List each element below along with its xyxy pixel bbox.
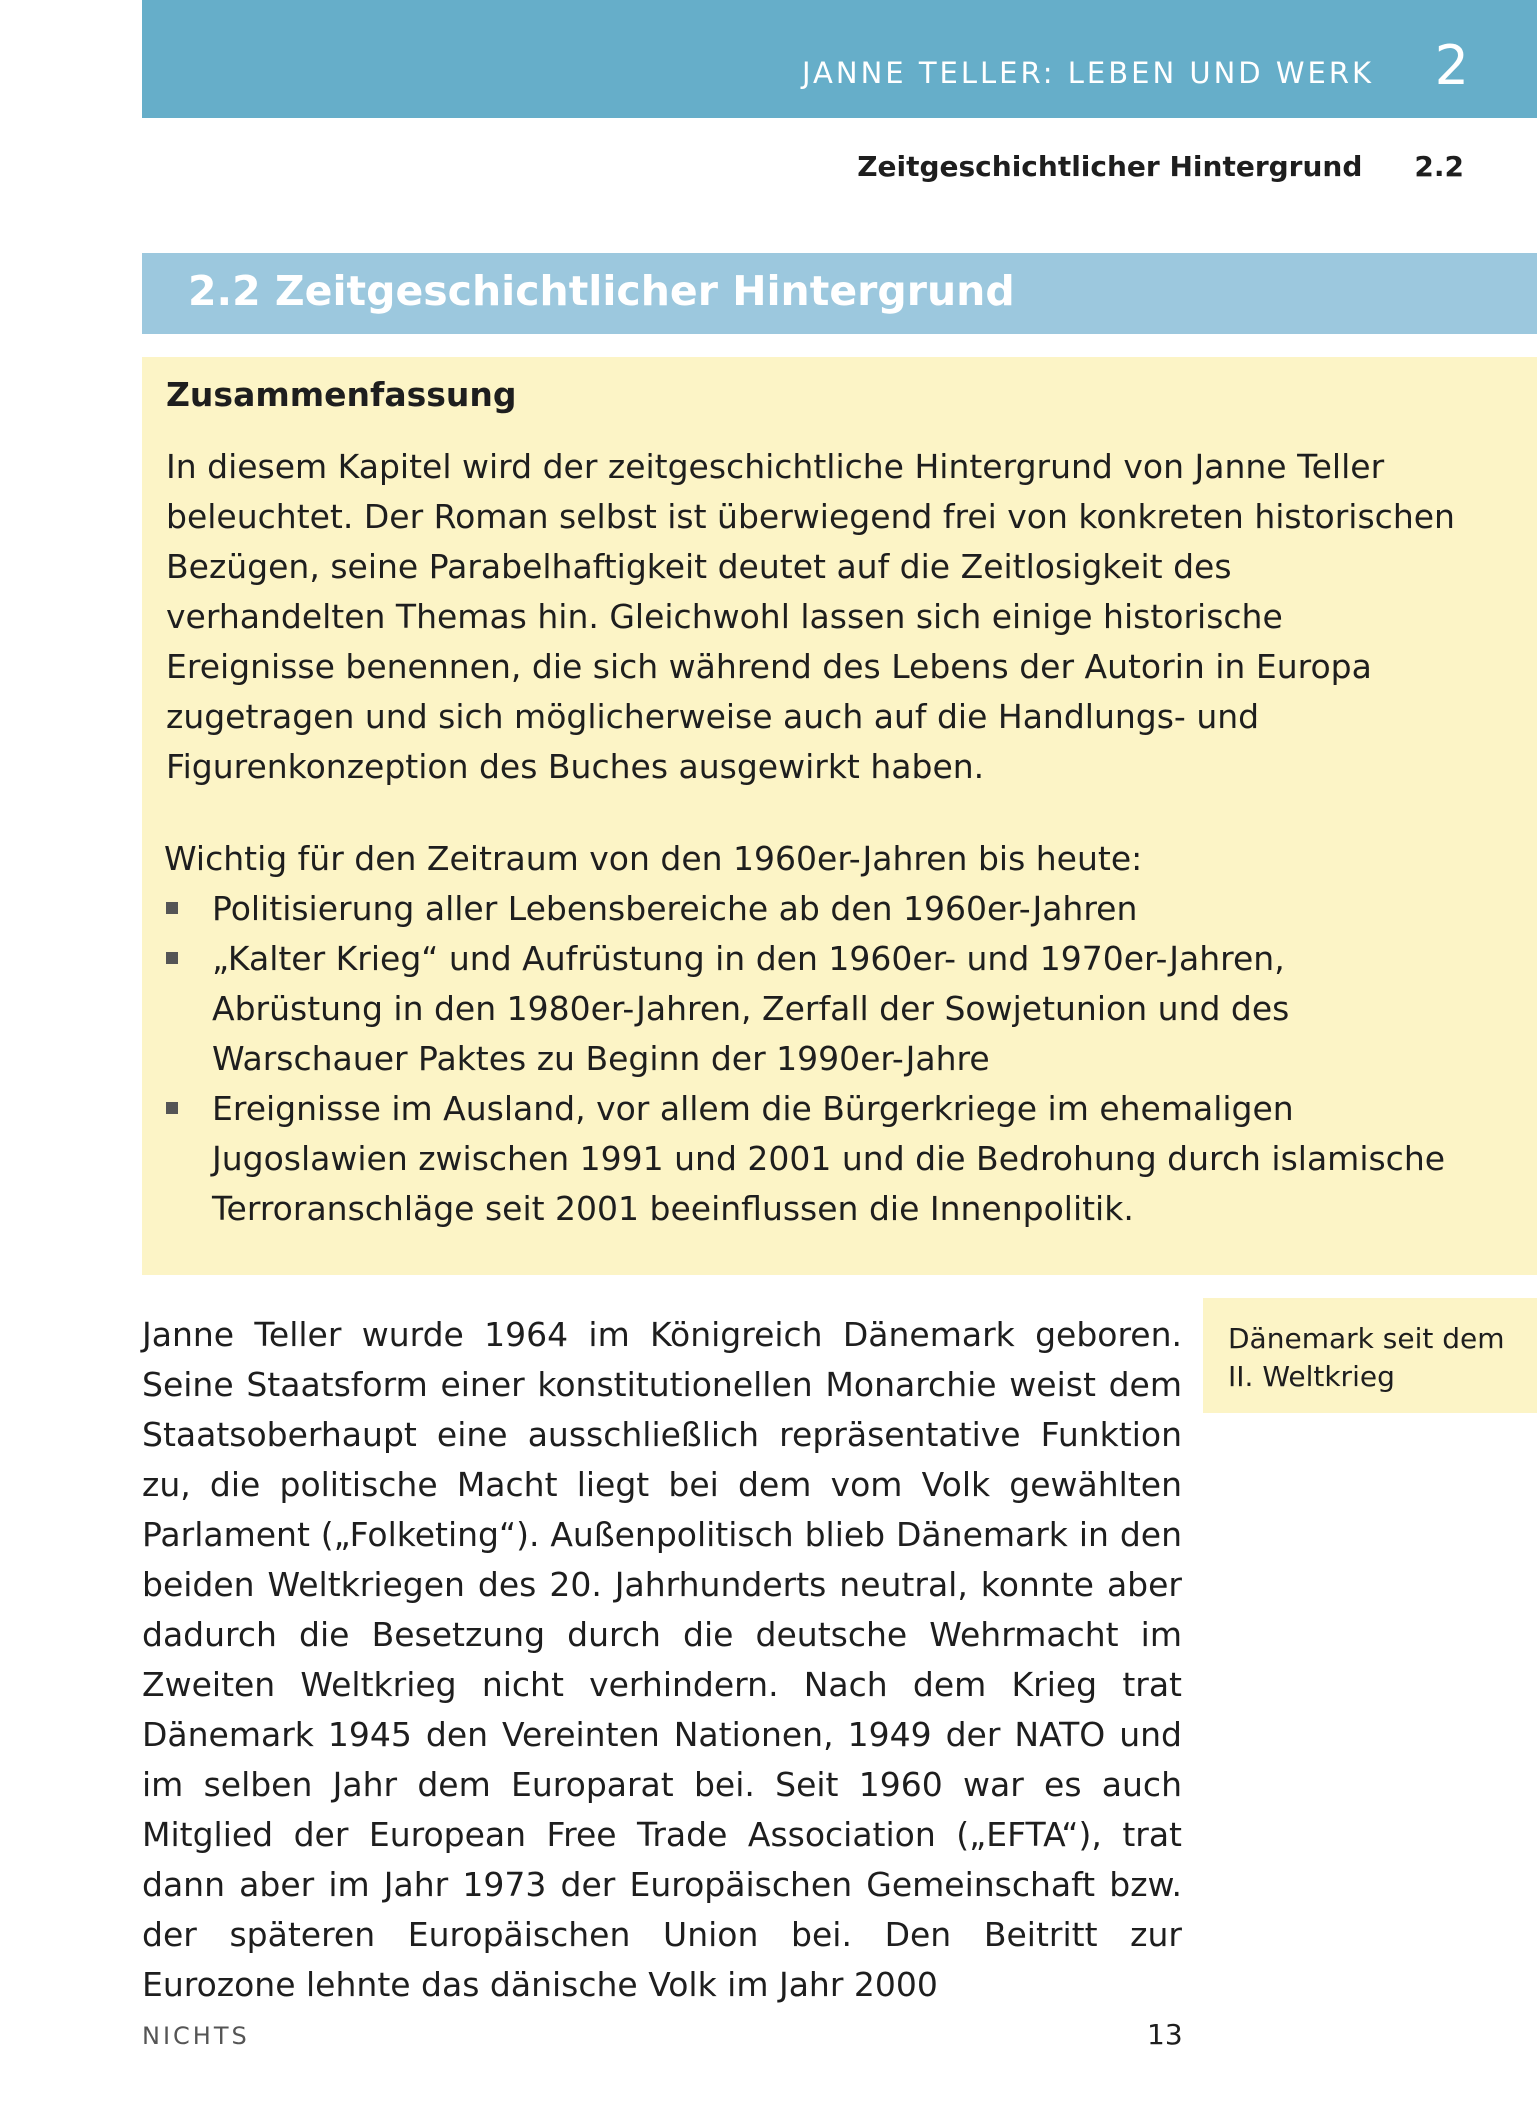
margin-note-text: Dänemark seit dem II. Weltkrieg [1228, 1322, 1505, 1393]
bullet-text: „Kalter Krieg“ und Aufrüstung in den 1960er- und 1970er-Jahren, Abrüstung in den 1980er-Jahren, Zerfall der Sowjetunion und des Warschauer Paktes zu Beginn der 1990er-Jahre [212, 939, 1290, 1078]
bullet-text: Politisierung aller Lebensbereiche ab den 1960er-Jahren [212, 889, 1138, 928]
summary-heading: Zusammenfassung [166, 375, 517, 414]
bullet-square-icon [166, 902, 178, 914]
summary-lead: Wichtig für den Zeitraum von den 1960er-Jahren bis heute: [164, 839, 1143, 878]
bullet-square-icon [166, 952, 178, 964]
footer-book-title: NICHTS [142, 2022, 250, 2050]
list-item [164, 1084, 1464, 1234]
summary-box [142, 357, 1537, 1275]
running-title: Zeitgeschichtlicher Hintergrund [857, 150, 1363, 183]
summary-bullet-list [164, 884, 1464, 1234]
summary-text: In diesem Kapitel wird der zeitgeschichtliche Hintergrund von Janne Teller beleuchtet. Der Roman selbst ist überwiegend frei von konkreten historischen Bezügen, seine Parabelhaftigkeit deutet auf die Zeitlosigkeit des verhandelten Themas hin. Gleichwohl lassen sich einige historische Ereignisse benennen, die sich während des Lebens der Autorin in Europa zugetragen und sich möglicherweise auch auf die Handlungs- und Figurenkonzeption des Buches ausgewirkt haben. [166, 447, 1455, 786]
section-heading-bar [142, 253, 1537, 334]
bullet-square-icon [166, 1102, 178, 1114]
list-item [164, 934, 1464, 1084]
chapter-header-band [142, 0, 1537, 118]
body-paragraph: Janne Teller wurde 1964 im Königreich Dänemark geboren. Seine Staatsform einer konstitutionellen Monarchie weist dem Staatsoberhaupt eine ausschließlich repräsentative Funktion zu, die politische Macht liegt bei dem vom Volk gewählten Parlament („Folketing“). Außenpolitisch blieb Dänemark in den beiden Weltkriegen des 20. Jahrhunderts neutral, konnte aber dadurch die Besetzung durch die deutsche Wehrmacht im Zweiten Weltkrieg nicht verhindern. Nach dem Krieg trat Dänemark 1945 den Vereinten Nationen, 1949 der NATO und im selben Jahr dem Europarat bei. Seit 1960 war es auch Mitglied der European Free Trade Association („EFTA“), trat dann aber im Jahr 1973 der Europäischen Gemeinschaft bzw. der späteren Europäischen Union bei. Den Beitritt zur Eurozone lehnte das dänische Volk im Jahr 2000 [142, 1315, 1182, 2004]
margin-note [1203, 1298, 1537, 1413]
chapter-number: 2 [1434, 34, 1469, 97]
section-title: 2.2 Zeitgeschichtlicher Hintergrund [188, 267, 1015, 315]
chapter-title: JANNE TELLER: LEBEN UND WERK [802, 56, 1374, 90]
list-item [164, 884, 1464, 934]
bullet-text: Ereignisse im Ausland, vor allem die Bürgerkriege im ehemaligen Jugoslawien zwischen 1991 und 2001 und die Bedrohung durch islamische Terroranschläge seit 2001 beeinflussen die Innenpolitik. [212, 1089, 1446, 1228]
page-number: 13 [1147, 2018, 1183, 2051]
running-head [857, 150, 1464, 183]
running-number: 2.2 [1414, 150, 1464, 183]
